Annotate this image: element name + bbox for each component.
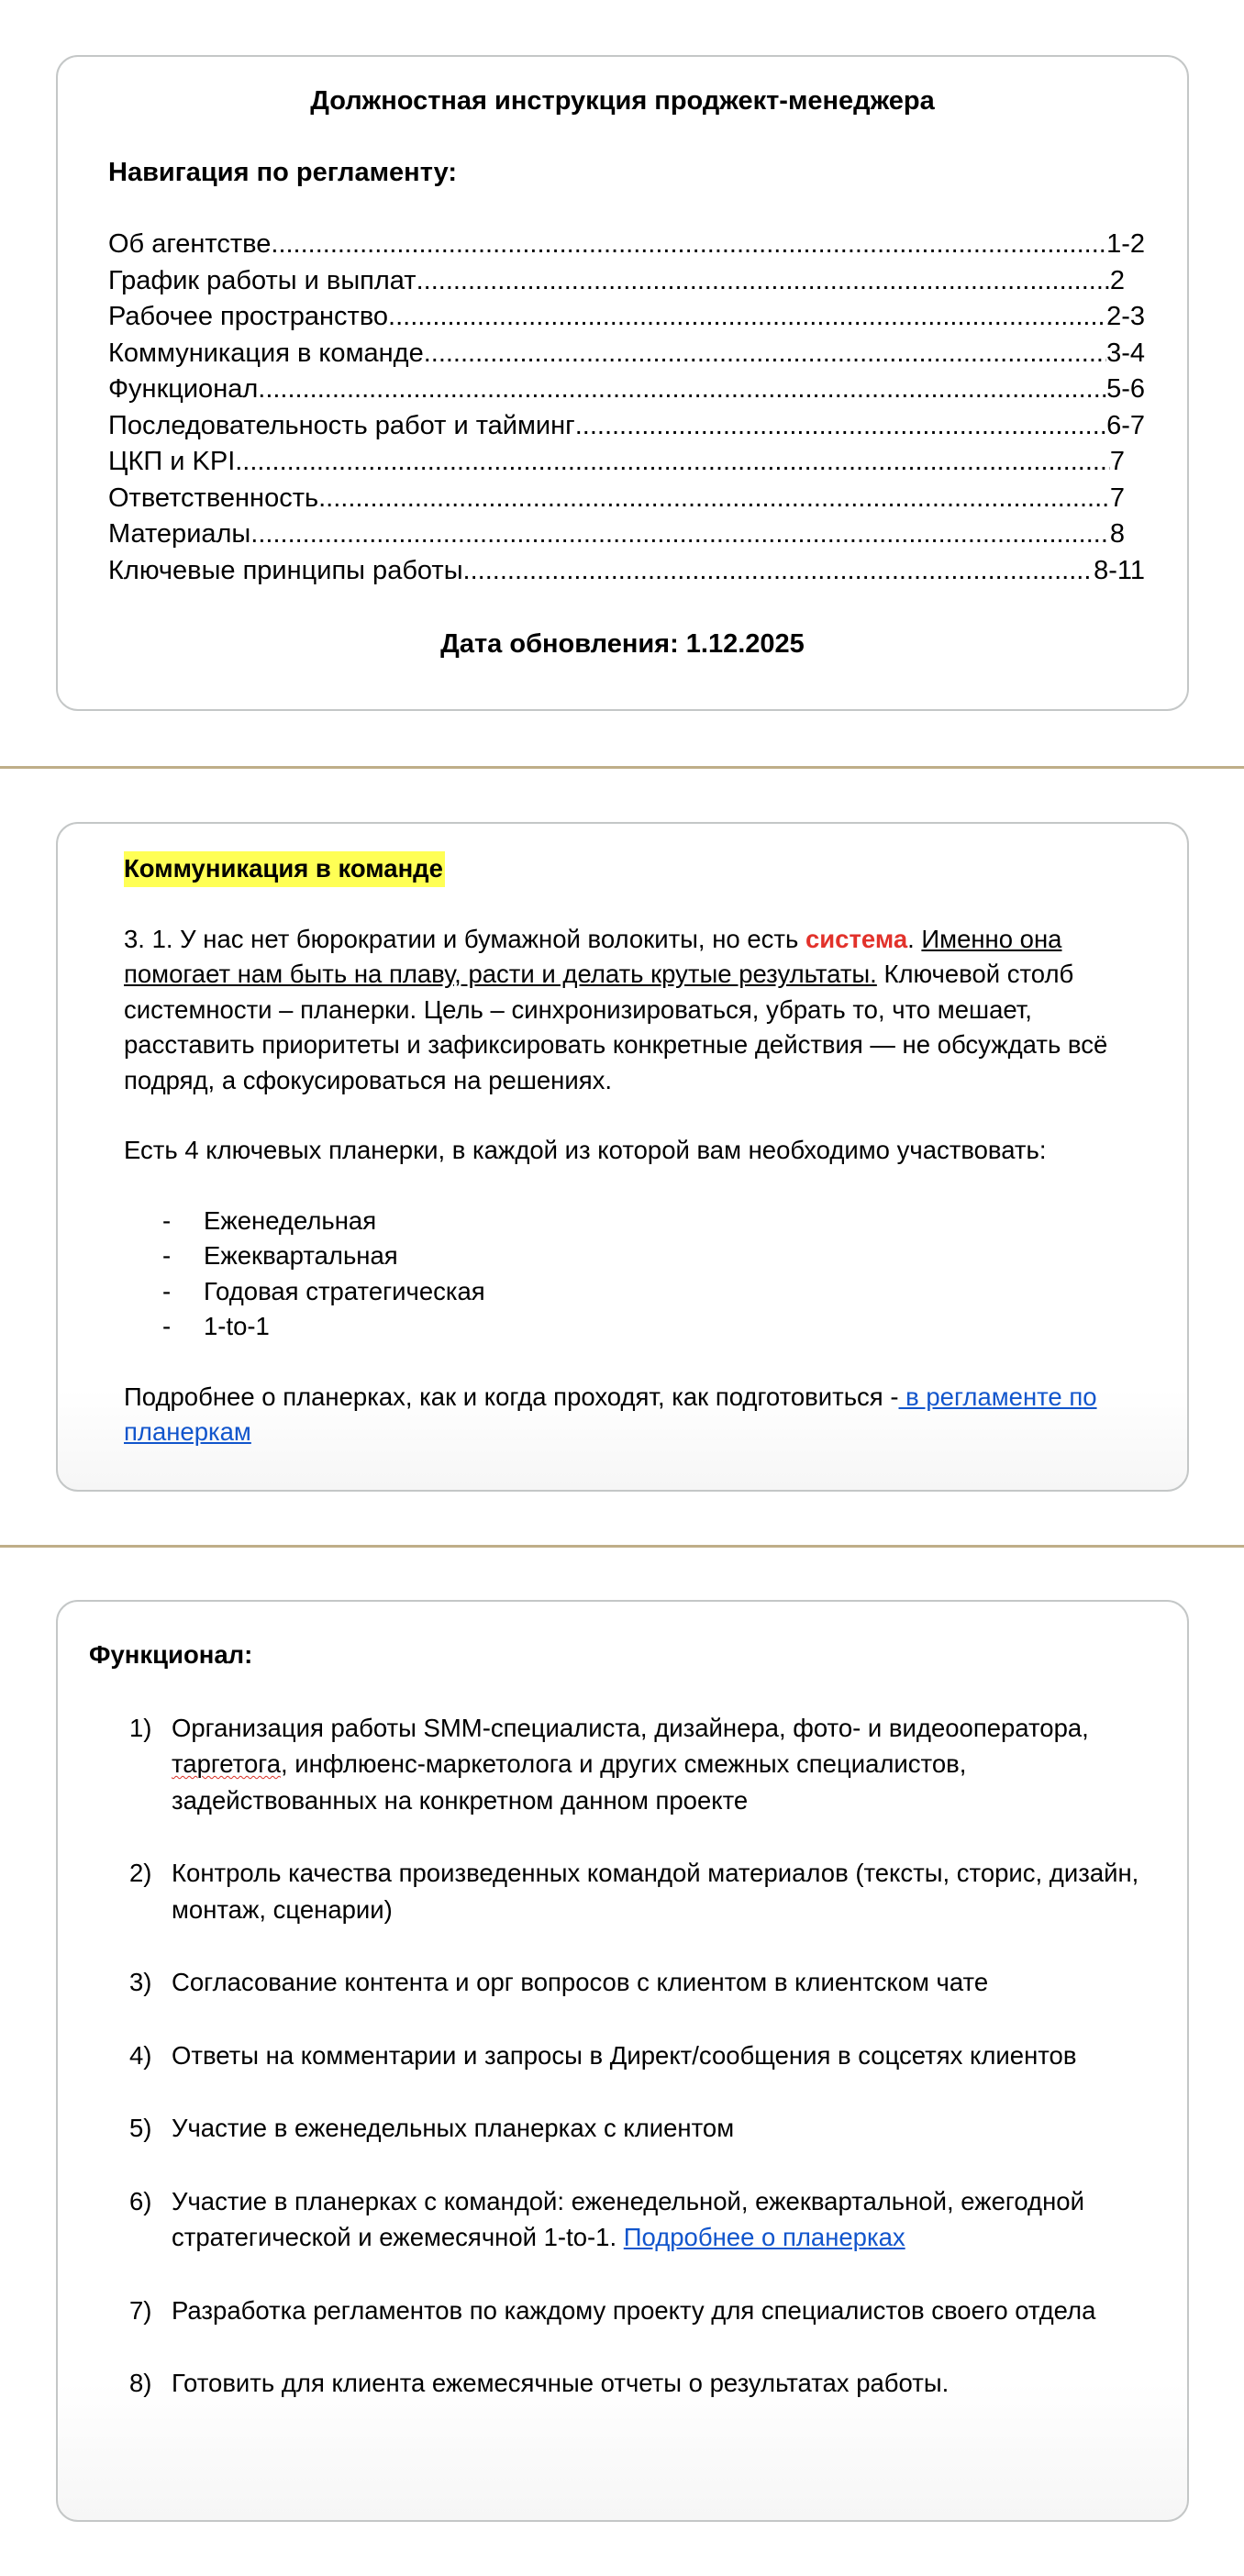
meetings-list [162, 1204, 1119, 1345]
toc-leader-dots [388, 299, 1106, 336]
item-text: Готовить для клиента ежемесячные отчеты о результатах работы. [172, 2369, 950, 2397]
toc-leader-dots [235, 444, 1110, 481]
item-number: 5) [129, 2114, 152, 2142]
dash-bullet: - [162, 1241, 172, 1270]
toc-item-label: Рабочее пространство [108, 302, 389, 331]
toc-item-label: Последовательность работ и тайминг [108, 410, 575, 440]
toc-item-label: Материалы [108, 519, 251, 549]
item-text: Ответы на комментарии и запросы в Директ/сообщения в соцсетях клиентов [172, 2040, 1077, 2070]
toc-item-pages: 2-3 [1106, 302, 1145, 331]
functional-item [129, 2037, 1162, 2074]
functional-item [129, 2110, 1162, 2147]
update-date: Дата обновления: 1.12.2025 [440, 629, 805, 659]
communication-card [56, 822, 1189, 1492]
toc-item-about[interactable] [108, 227, 1145, 263]
toc-item-functional[interactable] [108, 372, 1145, 408]
toc-item-pages: 2 [1109, 265, 1125, 295]
spellcheck-word[interactable]: таргетога [172, 1749, 281, 1778]
toc-item-label: Коммуникация в команде [108, 338, 424, 368]
item-number: 3) [129, 1968, 152, 1996]
functional-item [129, 2365, 1162, 2402]
toc-list [108, 227, 1145, 589]
meeting-label: Еженедельная [204, 1205, 377, 1235]
toc-leader-dots [318, 481, 1110, 517]
functional-item [129, 2293, 1162, 2329]
toc-item-schedule[interactable] [108, 263, 1145, 300]
meetings-details-link[interactable]: Подробнее о планерках [623, 2223, 905, 2251]
toc-item-pages: 7 [1109, 483, 1125, 513]
item-text: Участие в еженедельных планерках с клиентом [172, 2114, 735, 2142]
item-text-part: , инфлюенс-маркетолога и других смежных специалистов, задействованных на конкретном данном проекте [172, 1749, 967, 1815]
underlined-sentence: Именно она помогает нам быть на плаву, расти и делать крутые результаты. [124, 924, 1062, 988]
item-number: 7) [129, 2295, 152, 2325]
toc-leader-dots [463, 553, 1094, 590]
meeting-item [162, 1309, 1119, 1345]
toc-item-responsibility[interactable] [108, 481, 1145, 517]
item-text-part: Участие в планерках с командой: еженедельной, ежеквартальной, ежегодной стратегической и ежемесячной 1-to-1. [172, 2186, 1084, 2251]
toc-item-pages: 1-2 [1106, 229, 1145, 259]
item-text [172, 1710, 1162, 1819]
communication-heading: Коммуникация в команде [124, 851, 445, 887]
communication-paragraph-3 [124, 1380, 1119, 1450]
communication-paragraph-2: Есть 4 ключевых планерки, в каждой из которой вам необходимо участвовать: [124, 1136, 1047, 1164]
meetings-regulation-link[interactable]: в регламенте по планеркам [124, 1382, 1097, 1446]
toc-leader-dots [424, 336, 1106, 372]
toc-item-pages: 8-11 [1094, 555, 1145, 585]
toc-card [56, 55, 1189, 711]
meeting-label: 1-to-1 [204, 1312, 270, 1340]
item-text [172, 2183, 1162, 2256]
emphasis-word: система [805, 924, 908, 953]
item-number: 2) [129, 1859, 152, 1887]
item-text: Согласование контента и орг вопросов с клиентом в клиентском чате [172, 1968, 989, 1996]
toc-item-workspace[interactable] [108, 299, 1145, 336]
document-title: Должностная инструкция проджект-менеджера [310, 86, 935, 116]
toc-item-label: График работы и выплат [108, 265, 417, 295]
toc-item-pages: 7 [1109, 447, 1125, 476]
item-text: Разработка регламентов по каждому проекту для специалистов своего отдела [172, 2295, 1096, 2325]
toc-item-pages: 3-4 [1106, 338, 1145, 368]
toc-leader-dots [575, 408, 1106, 445]
meeting-item [162, 1274, 1119, 1310]
functional-heading: Функционал: [89, 1640, 253, 1669]
item-number: 8) [129, 2369, 152, 2397]
meeting-item [162, 1204, 1119, 1239]
dash-bullet: - [162, 1276, 172, 1305]
toc-leader-dots [258, 372, 1106, 408]
toc-item-label: Функционал [108, 374, 259, 404]
functional-item [129, 2183, 1162, 2256]
toc-item-label: Ответственность [108, 483, 319, 513]
meeting-label: Ежеквартальная [204, 1241, 398, 1270]
toc-leader-dots [250, 516, 1110, 553]
functional-list [129, 1710, 1162, 2402]
functional-item [129, 1855, 1162, 1927]
communication-paragraph-1 [124, 922, 1119, 1099]
para-text: . [907, 924, 922, 953]
toc-item-sequence[interactable] [108, 408, 1145, 445]
toc-item-pages: 6-7 [1106, 410, 1145, 440]
toc-item-pages: 8 [1109, 519, 1125, 549]
toc-item-label: Ключевые принципы работы [108, 555, 463, 585]
item-text: Контроль качества произведенных командой материалов (тексты, сторис, дизайн, монтаж, сценарии) [172, 1859, 1139, 1924]
functional-item [129, 1710, 1162, 1819]
toc-item-communication[interactable] [108, 336, 1145, 372]
para-text: 3. 1. У нас нет бюрократии и бумажной волокиты, но есть [124, 924, 805, 953]
toc-leader-dots [417, 263, 1110, 300]
item-text-part: Организация работы SMM-специалиста, дизайнера, фото- и видеооператора, [172, 1713, 1089, 1742]
functional-card [56, 1600, 1189, 2522]
section-divider [0, 766, 1244, 769]
item-number: 1) [129, 1713, 152, 1742]
toc-leader-dots [271, 227, 1106, 263]
toc-heading: Навигация по регламенту: [108, 158, 458, 187]
toc-item-principles[interactable] [108, 553, 1145, 590]
meeting-item [162, 1238, 1119, 1274]
meeting-label: Годовая стратегическая [204, 1276, 485, 1305]
toc-item-materials[interactable] [108, 516, 1145, 553]
item-number: 6) [129, 2186, 152, 2215]
functional-item [129, 1964, 1162, 2001]
dash-bullet: - [162, 1312, 172, 1340]
dash-bullet: - [162, 1205, 172, 1235]
toc-item-kpi[interactable] [108, 444, 1145, 481]
toc-item-pages: 5-6 [1106, 374, 1145, 404]
item-number: 4) [129, 2040, 152, 2070]
section-divider [0, 1545, 1244, 1548]
para-text: Подробнее о планерках, как и когда проходят, как подготовиться - [124, 1382, 899, 1411]
toc-item-label: ЦКП и KPI [108, 447, 236, 476]
toc-item-label: Об агентстве [108, 229, 272, 259]
para-text: Ключевой столб системности – планерки. Цель – синхронизироваться, убрать то, что мешает, расставить приоритеты и зафиксировать конкретные действия — не обсуждать всё подряд, а сфокусироваться на решениях. [124, 960, 1108, 1094]
